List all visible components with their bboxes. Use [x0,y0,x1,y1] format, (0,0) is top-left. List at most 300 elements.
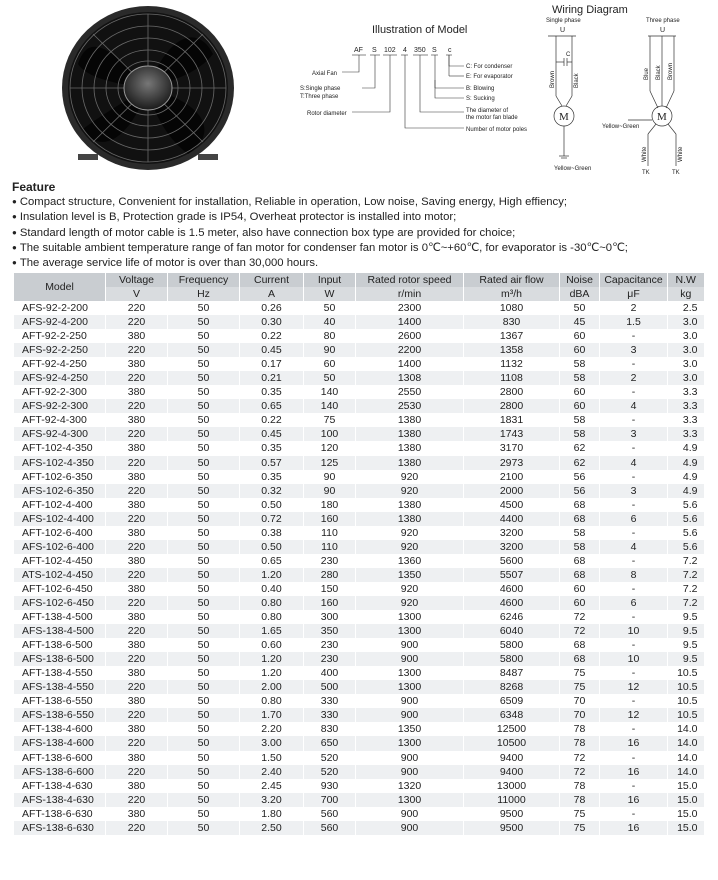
table-cell: 920 [356,540,464,554]
table-cell: 0.60 [240,638,304,652]
table-row [14,385,704,399]
feature-item: ● Insulation level is B, Protection grade is IP54, Overheat protector is installed into motor; [12,210,712,225]
unit-w: W [304,287,356,301]
table-cell: 90 [304,470,356,484]
table-cell: - [600,329,668,343]
table-cell: 7.2 [668,554,704,568]
table-cell: AFS-138-6-550 [14,708,106,722]
table-row [14,540,704,554]
table-cell: 920 [356,526,464,540]
table-cell: 9.5 [668,652,704,666]
table-cell: 1320 [356,779,464,793]
table-cell: 15.0 [668,807,704,821]
table-cell: AFS-138-4-500 [14,624,106,638]
table-cell: 1.20 [240,568,304,582]
table-cell: 12500 [464,722,560,736]
table-cell: 10.5 [668,694,704,708]
table-cell: 80 [304,329,356,343]
table-cell: 380 [106,582,168,596]
table-row [14,315,704,329]
table-cell: 50 [168,821,240,835]
table-cell: - [600,722,668,736]
table-cell: 50 [168,484,240,498]
table-cell: 50 [168,427,240,441]
table-cell: 2.45 [240,779,304,793]
table-cell: 58 [560,526,600,540]
table-cell: 380 [106,357,168,371]
table-cell: AFT-138-6-550 [14,694,106,708]
table-cell: 220 [106,301,168,315]
table-cell: 920 [356,470,464,484]
table-cell: 78 [560,779,600,793]
model-illustration [292,20,542,170]
header-frequency: Frequency [168,273,240,287]
table-cell: 560 [304,821,356,835]
table-cell: 3.3 [668,427,704,441]
table-cell: 78 [560,722,600,736]
table-cell: 50 [168,722,240,736]
table-row [14,652,704,666]
wire-white-2: White [678,146,684,162]
spec-table [13,273,704,835]
table-cell: 72 [560,624,600,638]
table-cell: 0.22 [240,329,304,343]
wire-black-three: Black [656,65,662,80]
table-cell: 1831 [464,413,560,427]
table-cell: 50 [168,554,240,568]
table-cell: 2530 [356,399,464,413]
table-cell: AFT-102-6-450 [14,582,106,596]
table-cell: 4.9 [668,456,704,470]
table-cell: 5.6 [668,512,704,526]
table-cell: 60 [560,399,600,413]
table-cell: 1.20 [240,652,304,666]
table-cell: 920 [356,484,464,498]
table-cell: 830 [304,722,356,736]
table-cell: 2.5 [668,301,704,315]
table-cell: 7.2 [668,582,704,596]
table-cell: - [600,526,668,540]
spec-table-body [14,301,704,835]
table-cell: 0.72 [240,512,304,526]
table-cell: 3.00 [240,736,304,750]
table-cell: 220 [106,512,168,526]
table-cell: AFT-102-6-350 [14,470,106,484]
table-cell: 8 [600,568,668,582]
table-cell: 900 [356,652,464,666]
table-cell: 50 [168,807,240,821]
table-row [14,582,704,596]
code-af: AF [354,47,363,54]
table-cell: 10.5 [668,680,704,694]
table-cell: 3.3 [668,399,704,413]
header-input: Input [304,273,356,287]
table-cell: 4.9 [668,441,704,455]
table-row [14,371,704,385]
table-row [14,666,704,680]
table-cell: 8268 [464,680,560,694]
table-cell: 50 [168,301,240,315]
table-cell: 15.0 [668,779,704,793]
table-cell: 1380 [356,498,464,512]
table-cell: AFS-92-4-300 [14,427,106,441]
wiring-diagram [536,0,718,178]
table-cell: 100 [304,427,356,441]
table-cell: 920 [356,582,464,596]
table-cell: 380 [106,722,168,736]
table-cell: AFT-92-2-250 [14,329,106,343]
product-header [0,0,718,178]
table-cell: 1743 [464,427,560,441]
table-cell: 1300 [356,666,464,680]
table-cell: - [600,498,668,512]
three-phase-label: Three phase [646,18,680,24]
table-cell: AFS-102-6-450 [14,596,106,610]
table-cell: 1.80 [240,807,304,821]
table-cell: 5600 [464,554,560,568]
unit-m3h: m³/h [464,287,560,301]
table-cell: - [600,413,668,427]
feature-section [12,180,712,271]
table-cell: AFS-92-2-250 [14,343,106,357]
table-cell: 75 [560,680,600,694]
table-cell: 1300 [356,624,464,638]
table-cell: 50 [560,301,600,315]
table-cell: AFS-92-2-300 [14,399,106,413]
table-cell: 4.9 [668,470,704,484]
feature-item: ● The suitable ambient temperature range of fan motor for condenser fan motor is 0℃~+60℃, for evaporator is -30℃~0℃; [12,241,712,256]
table-cell: 45 [560,315,600,329]
table-cell: 380 [106,694,168,708]
table-cell: 50 [168,343,240,357]
table-cell: 0.80 [240,694,304,708]
table-cell: 110 [304,540,356,554]
table-cell: - [600,694,668,708]
table-cell: - [600,807,668,821]
table-cell: 520 [304,765,356,779]
table-cell: 700 [304,793,356,807]
table-cell: 60 [560,596,600,610]
table-cell: - [600,638,668,652]
label-axial-fan: Axial Fan [312,71,338,77]
wire-white-1: White [642,146,648,162]
table-cell: 3170 [464,441,560,455]
table-row [14,610,704,624]
table-cell: 140 [304,385,356,399]
table-cell: 560 [304,807,356,821]
table-cell: 60 [560,329,600,343]
table-cell: 13000 [464,779,560,793]
single-phase-label: Single phase [546,18,581,24]
table-cell: AFS-138-6-600 [14,765,106,779]
table-cell: 50 [168,779,240,793]
wire-brown-three: Brown [668,62,674,80]
table-cell: 0.50 [240,498,304,512]
table-cell: 140 [304,399,356,413]
code-c: c [448,47,452,54]
table-cell: - [600,357,668,371]
table-cell: 900 [356,807,464,821]
table-cell: 50 [168,568,240,582]
table-cell: 380 [106,385,168,399]
table-row [14,512,704,526]
header-voltage: Voltage [106,273,168,287]
table-cell: 1300 [356,610,464,624]
table-cell: 220 [106,456,168,470]
table-cell: 1380 [356,441,464,455]
table-row [14,427,704,441]
table-cell: 220 [106,708,168,722]
model-code-diagram [292,40,542,170]
table-cell: 0.38 [240,526,304,540]
table-cell: 4500 [464,498,560,512]
table-cell: 1300 [356,736,464,750]
table-cell: AFT-138-6-500 [14,638,106,652]
table-cell: 0.26 [240,301,304,315]
unit-hz: Hz [168,287,240,301]
table-cell: 78 [560,736,600,750]
table-cell: 10.5 [668,666,704,680]
table-cell: 50 [168,371,240,385]
label-single-phase: S:Single phase [300,86,341,92]
table-cell: 75 [560,821,600,835]
table-cell: 60 [560,385,600,399]
table-row [14,301,704,315]
table-cell: 68 [560,498,600,512]
motor-symbol-three: M [657,111,667,123]
table-cell: 0.65 [240,399,304,413]
table-cell: 6 [600,596,668,610]
table-cell: 220 [106,484,168,498]
table-cell: 220 [106,540,168,554]
table-cell: 220 [106,793,168,807]
table-cell: 500 [304,680,356,694]
table-cell: AFS-92-4-250 [14,371,106,385]
table-cell: 15.0 [668,793,704,807]
code-s2: S [432,47,437,54]
tk-label-2: TK [672,170,680,176]
table-cell: 50 [168,680,240,694]
label-for-evaporator: E: For evaporator [466,74,513,80]
table-cell: - [600,385,668,399]
table-row [14,751,704,765]
table-cell: 60 [560,343,600,357]
table-cell: 5.6 [668,498,704,512]
table-row [14,638,704,652]
table-cell: 68 [560,568,600,582]
table-cell: 0.57 [240,456,304,470]
table-cell: 3 [600,343,668,357]
table-row [14,498,704,512]
code-350: 350 [414,47,426,54]
table-cell: - [600,470,668,484]
table-cell: 2.00 [240,680,304,694]
table-cell: 4600 [464,596,560,610]
table-cell: 14.0 [668,722,704,736]
table-cell: 9500 [464,807,560,821]
label-sucking: S: Sucking [466,96,495,102]
table-cell: AFT-102-4-350 [14,441,106,455]
code-4: 4 [403,47,407,54]
table-cell: 68 [560,554,600,568]
table-cell: 230 [304,554,356,568]
label-rotor-diameter: Rotor diameter [307,111,347,117]
table-cell: 3.0 [668,343,704,357]
table-row [14,736,704,750]
table-cell: 2800 [464,399,560,413]
table-row [14,680,704,694]
table-cell: 50 [304,371,356,385]
table-row [14,793,704,807]
table-cell: 12 [600,680,668,694]
table-cell: 3.3 [668,413,704,427]
table-cell: AFT-92-2-300 [14,385,106,399]
table-row [14,413,704,427]
table-cell: 12 [600,708,668,722]
table-row [14,765,704,779]
header-noise: Noise [560,273,600,287]
table-cell: 2600 [356,329,464,343]
table-cell: AFS-92-2-200 [14,301,106,315]
table-cell: AFT-102-6-400 [14,526,106,540]
table-cell: 1380 [356,512,464,526]
table-cell: 830 [464,315,560,329]
table-cell: AFT-138-4-550 [14,666,106,680]
table-cell: 14.0 [668,751,704,765]
table-cell: 78 [560,793,600,807]
table-cell: 1108 [464,371,560,385]
table-cell: 220 [106,371,168,385]
table-row [14,779,704,793]
table-cell: 72 [560,751,600,765]
table-cell: 3.0 [668,371,704,385]
table-row [14,484,704,498]
table-cell: 68 [560,652,600,666]
table-cell: 3200 [464,540,560,554]
table-cell: 2100 [464,470,560,484]
table-cell: 0.17 [240,357,304,371]
table-cell: 11000 [464,793,560,807]
table-cell: 1380 [356,427,464,441]
table-cell: 50 [168,540,240,554]
table-cell: 16 [600,821,668,835]
table-cell: 920 [356,596,464,610]
table-row [14,526,704,540]
table-cell: 150 [304,582,356,596]
table-cell: AFS-102-6-350 [14,484,106,498]
table-cell: 380 [106,498,168,512]
table-cell: 220 [106,652,168,666]
table-cell: 5800 [464,652,560,666]
table-cell: 900 [356,708,464,722]
table-cell: 520 [304,751,356,765]
table-cell: 72 [560,765,600,779]
table-cell: 9.5 [668,624,704,638]
table-cell: 16 [600,793,668,807]
feature-list [12,195,712,271]
table-cell: 0.45 [240,427,304,441]
label-blade-diameter-2: the motor fan blade [466,115,518,121]
table-cell: 50 [168,793,240,807]
unit-a: A [240,287,304,301]
table-cell: 0.22 [240,413,304,427]
table-row [14,694,704,708]
table-cell: 380 [106,807,168,821]
feature-item: ● Compact structure, Convenient for installation, Reliable in operation, Low noise, Saving energy, High effiency; [12,195,712,210]
table-cell: 900 [356,638,464,652]
wire-black-single: Black [574,73,580,88]
table-cell: 4600 [464,582,560,596]
table-cell: - [600,751,668,765]
table-cell: 4 [600,540,668,554]
table-cell: AFS-138-4-630 [14,793,106,807]
wire-blue: Blue [644,67,650,80]
wire-yellow-green-single: Yellow~Green [554,166,592,172]
table-cell: 50 [168,624,240,638]
table-cell: - [600,779,668,793]
table-cell: 3.0 [668,357,704,371]
table-cell: 1380 [356,456,464,470]
table-cell: 380 [106,329,168,343]
table-cell: 2973 [464,456,560,470]
unit-kg: kg [668,287,704,301]
table-cell: 1350 [356,568,464,582]
three-u-label: U [660,27,666,34]
table-cell: AFT-138-6-630 [14,807,106,821]
table-cell: 1.5 [600,315,668,329]
table-cell: 50 [168,610,240,624]
table-cell: 70 [560,694,600,708]
table-cell: - [600,441,668,455]
table-cell: 16 [600,736,668,750]
table-cell: 1358 [464,343,560,357]
table-cell: 2.20 [240,722,304,736]
table-cell: 380 [106,666,168,680]
table-cell: 60 [304,357,356,371]
table-cell: 58 [560,413,600,427]
table-cell: 380 [106,441,168,455]
table-cell: 330 [304,708,356,722]
label-for-condenser: C: For condenser [466,64,513,70]
table-cell: AFT-102-4-400 [14,498,106,512]
table-cell: 50 [168,694,240,708]
table-cell: 3.3 [668,385,704,399]
table-cell: 350 [304,624,356,638]
table-cell: AFT-92-4-250 [14,357,106,371]
table-cell: 220 [106,427,168,441]
table-cell: 1400 [356,357,464,371]
table-cell: 280 [304,568,356,582]
motor-symbol-single: M [559,111,569,123]
table-cell: 9.5 [668,638,704,652]
table-cell: 380 [106,610,168,624]
table-cell: 220 [106,568,168,582]
table-cell: AFS-138-4-550 [14,680,106,694]
table-cell: 6348 [464,708,560,722]
table-cell: 0.40 [240,582,304,596]
table-cell: 2.40 [240,765,304,779]
unit-v: V [106,287,168,301]
table-cell: 56 [560,484,600,498]
table-cell: 4 [600,399,668,413]
table-cell: 70 [560,708,600,722]
wire-yellow-green-three: Yellow~Green [602,124,640,130]
table-cell: 68 [560,512,600,526]
table-cell: 6246 [464,610,560,624]
table-cell: 1132 [464,357,560,371]
table-cell: 58 [560,540,600,554]
table-cell: 75 [560,807,600,821]
